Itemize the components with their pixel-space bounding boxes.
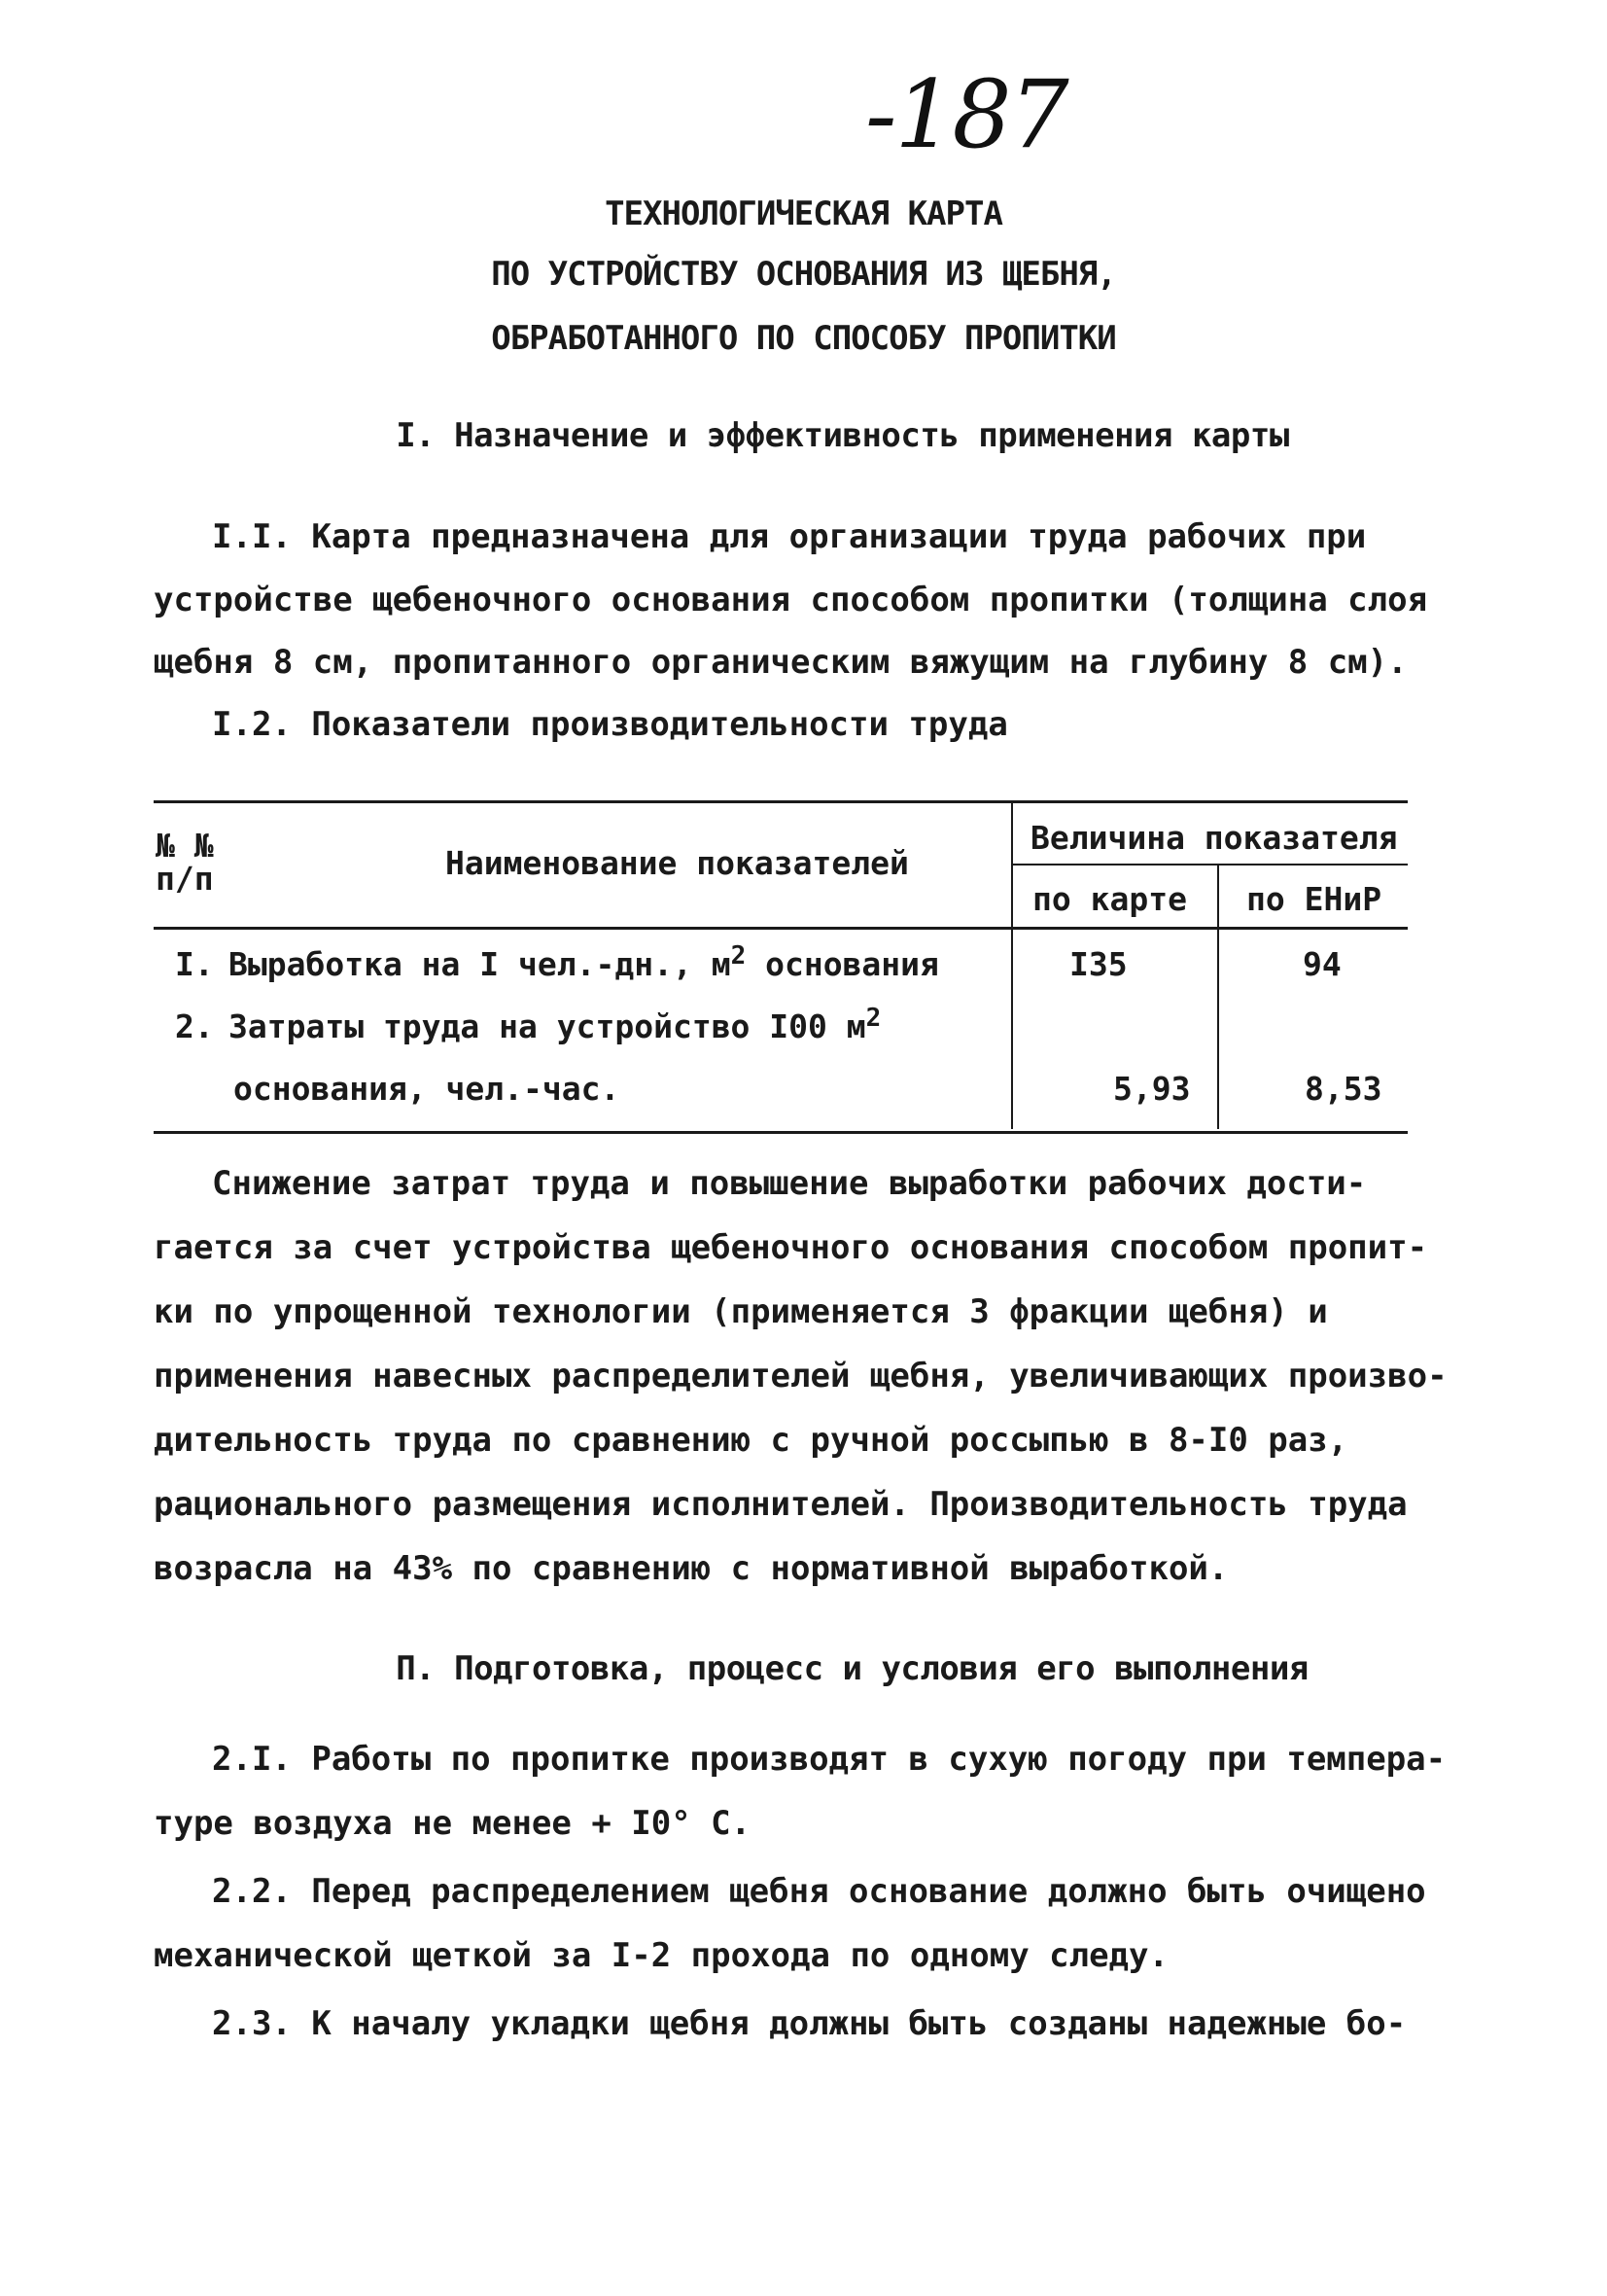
table-row-1-number: I. [175, 945, 214, 983]
document-title-line-2: ПО УСТРОЙСТВУ ОСНОВАНИЯ ИЗ ЩЕБНЯ, [491, 255, 1116, 294]
paragraph-2-1-line-1: 2.I. Работы по пропитке производят в сухую погоду при темпера- [212, 1740, 1447, 1779]
table-divider-name-value [1011, 803, 1013, 1129]
table-row-1-name: Выработка на I чел.-дн., $м^2$ основания [228, 941, 939, 983]
effect-paragraph-line-3: ки по упрощенной технологии (применяется 3 фракции щебня) и [154, 1292, 1328, 1331]
section-2-heading: П. Подготовка, процесс и условия его выполнения [396, 1649, 1309, 1688]
table-bottom-rule [154, 1131, 1408, 1134]
paragraph-1-1-line-2: устройстве щебеночного основания способом пропитки (толщина слоя [154, 581, 1428, 619]
header-num-line-2: п/п [156, 860, 214, 898]
page-number: -187 [865, 60, 1067, 169]
table-header-bottom-rule [154, 927, 1408, 930]
paragraph-1-1-line-3: щебня 8 см, пропитанного органическим вяжущим на глубину 8 см). [154, 643, 1408, 682]
table-row-1-enir-value: 94 [1303, 945, 1342, 983]
header-by-card: по карте [1032, 880, 1187, 918]
effect-paragraph-line-2: гается за счет устройства щебеночного основания способом пропит- [154, 1228, 1428, 1267]
table-row-1-card-value: I35 [1069, 945, 1128, 983]
paragraph-2-2-line-2: механической щеткой за I-2 прохода по одному следу. [154, 1936, 1169, 1975]
paragraph-2-2-line-1: 2.2. Перед распределением щебня основание должно быть очищено [212, 1872, 1426, 1911]
header-num-line-1: № № [156, 827, 214, 865]
effect-paragraph-line-1: Снижение затрат труда и повышение выработки рабочих дости- [212, 1164, 1367, 1203]
table-divider-card-enir [1217, 865, 1219, 1129]
table-subheader-rule [1011, 864, 1408, 865]
paragraph-2-3: 2.3. К началу укладки щебня должны быть созданы надежные бо- [212, 2004, 1407, 2043]
table-row-2-name-line-2: основания, чел.-час. [233, 1070, 620, 1108]
section-1-heading: I. Назначение и эффективность применения карты [396, 416, 1289, 455]
table-row-2-card-value: 5,93 [1113, 1070, 1191, 1108]
effect-paragraph-line-6: рационального размещения исполнителей. Производительность труда [154, 1485, 1408, 1524]
paragraph-1-1-line-1: I.I. Карта предназначена для организации труда рабочих при [212, 517, 1367, 556]
header-by-enir: по ЕНиР [1246, 880, 1382, 918]
table-row-2-number: 2. [175, 1007, 214, 1045]
header-value: Величина показателя [1031, 819, 1398, 857]
table-row-2-enir-value: 8,53 [1305, 1070, 1382, 1108]
table-row-2-name: Затраты труда на устройство I00 $м^2$ [228, 1004, 882, 1045]
effect-paragraph-line-5: дительность труда по сравнению с ручной россыпью в 8-I0 раз, [154, 1421, 1348, 1460]
document-title-line-3: ОБРАБОТАННОГО ПО СПОСОБУ ПРОПИТКИ [491, 319, 1116, 358]
effect-paragraph-line-4: применения навесных распределителей щебня, увеличивающих произво- [154, 1357, 1448, 1395]
header-indicator-name: Наименование показателей [445, 844, 909, 882]
effect-paragraph-line-7: возрасла на 43% по сравнению с нормативной выработкой. [154, 1549, 1229, 1588]
document-title-line-1: ТЕХНОЛОГИЧЕСКАЯ КАРТА [605, 194, 1002, 233]
paragraph-2-1-line-2: туре воздуха не менее + I0° С. [154, 1804, 751, 1843]
paragraph-1-2: I.2. Показатели производительности труда [212, 705, 1008, 744]
table-top-rule [154, 800, 1408, 803]
